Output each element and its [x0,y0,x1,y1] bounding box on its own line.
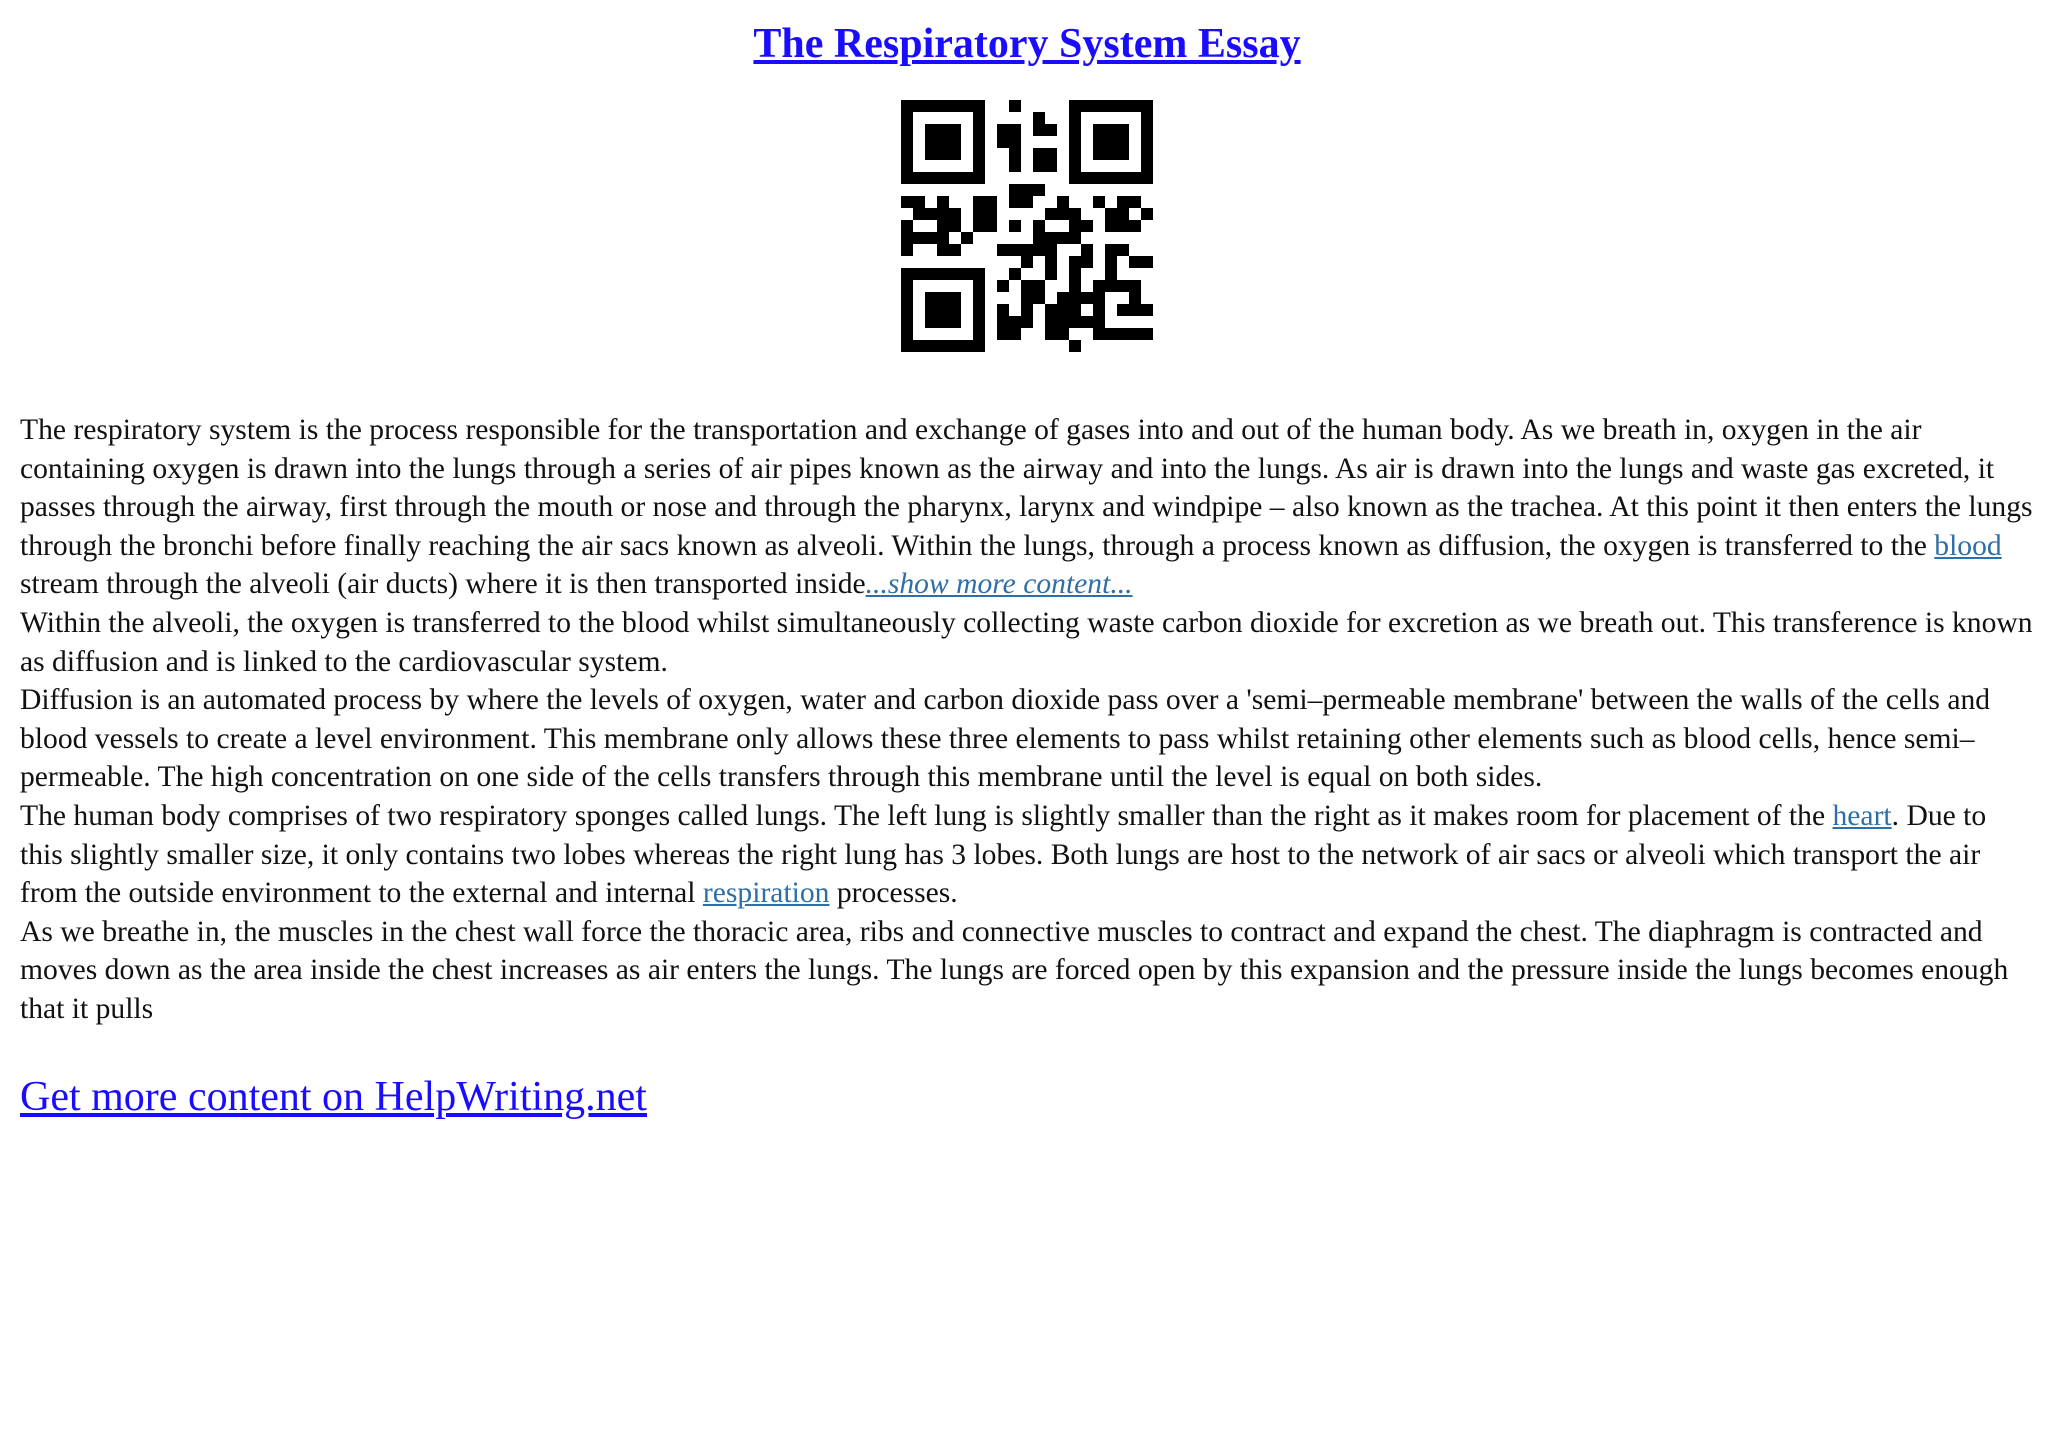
qr-module [901,304,913,316]
qr-module [973,340,985,352]
qr-module [1117,328,1129,340]
qr-module [1105,244,1117,256]
qr-module [901,220,913,232]
qr-module [1045,328,1057,340]
qr-module [1081,292,1093,304]
qr-module [1105,100,1117,112]
qr-module [1117,172,1129,184]
respiration-link[interactable]: respiration [702,877,830,910]
helpwriting-link[interactable]: Get more content on HelpWriting.net [20,1073,647,1120]
paragraph-3: Diffusion is an automated process by where the levels of oxygen, water and carbon dioxide pass over a 'semi–permeable membrane' between the walls of the cells and blood vessels to create a level environment. This membrane only allows these three elements to pass whilst retaining other elements such as blood cells, hence semi–permeable. The high concentration on one side of the cells transfers through this membrane until the level is equal on both sides. [20,684,1991,794]
qr-module [961,100,973,112]
qr-module [913,208,925,220]
qr-module [1105,136,1117,148]
qr-module [901,172,913,184]
qr-module [937,136,949,148]
qr-module [1021,292,1033,304]
qr-module [1045,124,1057,136]
qr-module [1141,100,1153,112]
qr-module [949,268,961,280]
qr-module [997,316,1009,328]
qr-module [901,244,913,256]
qr-module [1093,280,1105,292]
qr-module [1033,244,1045,256]
qr-module [973,136,985,148]
qr-module [937,196,949,208]
qr-module [1009,196,1021,208]
qr-module [1069,316,1081,328]
qr-module [1045,160,1057,172]
qr-module [925,232,937,244]
qr-module [1069,268,1081,280]
qr-module [1069,256,1081,268]
qr-module [1021,280,1033,292]
qr-module [1129,220,1141,232]
qr-module [1081,172,1093,184]
qr-module [949,136,961,148]
qr-module [1009,160,1021,172]
qr-module [1069,208,1081,220]
qr-module [997,136,1009,148]
qr-module [901,232,913,244]
qr-module [1057,316,1069,328]
qr-module [1117,304,1129,316]
paragraph-4-text-b: . Due to this slightly smaller size, it only contains two lobes whereas the right lung has 3 lobes. Both lungs are host to the network of air sacs or alveoli which transport the air from the outside environment to the external and internal [20,799,1987,910]
qr-module [925,292,937,304]
qr-module [1093,100,1105,112]
qr-module [901,328,913,340]
qr-module [1069,160,1081,172]
qr-module [913,100,925,112]
qr-module [1093,316,1105,328]
qr-module [1141,148,1153,160]
qr-module [997,280,1009,292]
essay-title-link[interactable]: The Respiratory System Essay [753,21,1301,67]
qr-module [901,196,913,208]
qr-module [925,208,937,220]
qr-module [1033,124,1045,136]
qr-module [1129,304,1141,316]
qr-module [901,292,913,304]
qr-module [1045,244,1057,256]
qr-module [1045,316,1057,328]
qr-module [1117,100,1129,112]
qr-module [1081,316,1093,328]
qr-module [973,304,985,316]
qr-module [937,316,949,328]
qr-module [1009,316,1021,328]
qr-module [1009,124,1021,136]
title-container [20,20,2034,68]
qr-module [1093,136,1105,148]
qr-module [949,292,961,304]
qr-module [949,340,961,352]
qr-module [1021,304,1033,316]
qr-module [901,112,913,124]
qr-module [1033,232,1045,244]
qr-module [913,232,925,244]
qr-module [1057,292,1069,304]
qr-module [1021,256,1033,268]
qr-module [1045,208,1057,220]
qr-module [961,172,973,184]
qr-module [973,220,985,232]
qr-module [973,208,985,220]
qr-module [1081,220,1093,232]
qr-module [1117,136,1129,148]
qr-module [1009,100,1021,112]
qr-module [1009,220,1021,232]
qr-module [1141,256,1153,268]
essay-body [20,411,2034,1029]
qr-module [1105,220,1117,232]
qr-module [973,160,985,172]
qr-module [1069,112,1081,124]
qr-module [925,268,937,280]
qr-module [1045,304,1057,316]
qr-container [20,100,2034,352]
qr-module [949,244,961,256]
qr-module [901,316,913,328]
qr-module [901,340,913,352]
qr-module [1129,100,1141,112]
qr-module [1105,148,1117,160]
qr-module [1093,124,1105,136]
qr-module [1021,196,1033,208]
qr-module [1057,328,1069,340]
qr-module [973,112,985,124]
qr-module [925,340,937,352]
qr-module [1117,196,1129,208]
qr-module [949,172,961,184]
qr-module [913,196,925,208]
qr-module [925,136,937,148]
qr-module [1009,268,1021,280]
qr-module [997,124,1009,136]
qr-module [1105,256,1117,268]
qr-module [1117,148,1129,160]
qr-module [1045,256,1057,268]
qr-module [1009,148,1021,160]
qr-module [901,148,913,160]
qr-module [985,196,997,208]
qr-module [925,316,937,328]
qr-module [949,220,961,232]
qr-module [949,304,961,316]
qr-module [997,304,1009,316]
qr-module [1141,172,1153,184]
qr-module [1129,292,1141,304]
qr-module [1069,124,1081,136]
qr-module [1129,172,1141,184]
qr-module [997,244,1009,256]
qr-module [1105,328,1117,340]
qr-module [1105,124,1117,136]
qr-module [961,232,973,244]
paragraph-4-text-a: The human body comprises of two respiratory sponges called lungs. The left lung is slightly smaller than the right as it makes room for placement of the [20,799,1833,832]
qr-module [1021,316,1033,328]
qr-module [973,292,985,304]
qr-module [937,268,949,280]
qr-module [1141,304,1153,316]
qr-module [973,316,985,328]
qr-module [1009,184,1021,196]
qr-module [1021,184,1033,196]
qr-module [1033,220,1045,232]
qr-module [937,232,949,244]
qr-module [937,148,949,160]
qr-module [1081,256,1093,268]
qr-module [901,100,913,112]
qr-module [925,100,937,112]
qr-module [937,172,949,184]
qr-module [949,100,961,112]
qr-module [1033,160,1045,172]
qr-module [1069,172,1081,184]
qr-module [985,208,997,220]
qr-module [1093,172,1105,184]
qr-module [937,292,949,304]
qr-module [1141,160,1153,172]
qr-module [961,340,973,352]
qr-module [1069,220,1081,232]
heart-link[interactable]: heart [1832,799,1892,832]
qr-module [1141,136,1153,148]
paragraph-4 [20,797,2034,913]
qr-module [973,148,985,160]
qr-module [1045,148,1057,160]
paragraph-2: Within the alveoli, the oxygen is transferred to the blood whilst simultaneously collecting waste carbon dioxide for excretion as we breath out. This transference is known as diffusion and is linked to the cardiovascular system. [20,606,2033,678]
paragraph-1-text-a: The respiratory system is the process responsible for the transportation and exchange of gases into and out of the human body. As we breath in, oxygen in the air containing oxygen is drawn into the lungs through a series of air pipes known as the airway and into the lungs. As air is drawn into the lungs and waste gas excreted, it passes through the airway, first through the mouth or nose and through the pharynx, larynx and windpipe – also known as the trachea. At this point it then enters the lungs through the bronchi before finally reaching the air sacs known as alveoli. Within the lungs, through a process known as diffusion, the oxygen is transferred to the [20,414,2033,562]
qr-module [1141,124,1153,136]
qr-module [1117,124,1129,136]
paragraph-1-text-b: stream through the alveoli (air ducts) where it is then transported inside [20,568,866,601]
qr-module [1057,208,1069,220]
qr-module [925,172,937,184]
qr-module [1093,328,1105,340]
qr-module [1105,268,1117,280]
qr-module [1129,196,1141,208]
qr-module [937,220,949,232]
qr-module [973,196,985,208]
qr-module [1093,148,1105,160]
qr-module [1069,100,1081,112]
qr-module [1117,208,1129,220]
qr-module [913,172,925,184]
qr-module [949,148,961,160]
paragraph-5: As we breathe in, the muscles in the chest wall force the thoracic area, ribs and connective muscles to contract and expand the chest. The diaphragm is contracted and moves down as the area inside the chest increases as air enters the lungs. The lungs are forced open by this expansion and the pressure inside the lungs becomes enough that it pulls [20,915,2009,1025]
qr-module [1141,208,1153,220]
qr-module [973,124,985,136]
qr-module [937,208,949,220]
qr-module [901,280,913,292]
qr-module [937,100,949,112]
qr-module [1069,136,1081,148]
qr-module [1033,292,1045,304]
qr-module [1117,220,1129,232]
show-more-link[interactable]: ...show more content... [865,568,1133,601]
qr-module [1105,208,1117,220]
qr-module [1093,196,1105,208]
qr-module [925,304,937,316]
qr-module [913,340,925,352]
qr-module [901,124,913,136]
qr-module [1129,256,1141,268]
qr-module [973,100,985,112]
qr-module [1069,292,1081,304]
qr-module [1069,340,1081,352]
qr-module [901,136,913,148]
qr-module [1141,112,1153,124]
qr-module [1057,196,1069,208]
qr-module [1141,328,1153,340]
qr-module [1069,148,1081,160]
qr-module [1093,304,1105,316]
qr-module [925,148,937,160]
qr-module [1105,172,1117,184]
qr-module [1045,232,1057,244]
qr-module [961,268,973,280]
qr-module [1009,328,1021,340]
qr-module [1117,244,1129,256]
qr-module [1081,244,1093,256]
qr-module [973,268,985,280]
qr-module [1057,304,1069,316]
qr-code-icon [901,100,1153,352]
qr-module [973,328,985,340]
qr-module [937,124,949,136]
qr-module [1045,268,1057,280]
qr-module [1105,280,1117,292]
qr-module [1021,244,1033,256]
qr-module [937,340,949,352]
qr-module [949,124,961,136]
qr-module [997,328,1009,340]
qr-module [1009,244,1021,256]
qr-module [1069,232,1081,244]
qr-module [1129,280,1141,292]
qr-module [901,268,913,280]
qr-module [1069,280,1081,292]
qr-module [985,220,997,232]
qr-module [1033,184,1045,196]
paragraph-4-text-c: processes. [829,877,958,910]
qr-module [1117,280,1129,292]
qr-module [1009,136,1021,148]
qr-module [925,124,937,136]
document-page [20,0,2034,1121]
qr-module [1081,100,1093,112]
qr-module [913,268,925,280]
qr-module [949,208,961,220]
paragraph-1 [20,411,2034,604]
qr-module [1093,292,1105,304]
qr-module [937,244,949,256]
qr-module [973,280,985,292]
qr-module [901,160,913,172]
qr-module [973,172,985,184]
qr-module [949,316,961,328]
qr-module [1033,148,1045,160]
qr-module [1069,304,1081,316]
qr-module [1129,328,1141,340]
qr-module [1057,232,1069,244]
qr-module [937,304,949,316]
qr-module [1033,112,1045,124]
blood-link[interactable]: blood [1934,529,2002,562]
qr-module [1033,280,1045,292]
